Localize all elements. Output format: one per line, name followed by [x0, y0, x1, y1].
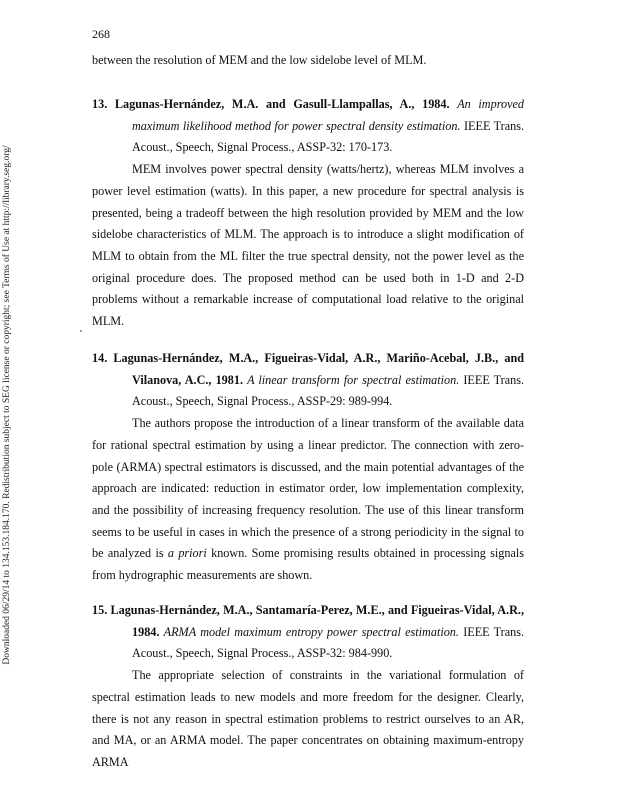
reference-13-title: An improved maximum likelihood method for power spectral density estimation.: [132, 97, 524, 133]
reference-13-journal: IEEE Trans. Acoust., Speech, Signal Process., ASSP-32: 170-173.: [132, 118, 524, 155]
reference-14: [92, 348, 524, 587]
reference-15-citation: [92, 600, 524, 665]
reference-15: [92, 600, 524, 774]
download-notice-text: Downloaded 06/29/14 to 134.153.184.170. Redistribution subject to SEG license or copyright; see Terms of Use at http://library.seg.org/: [2, 145, 12, 665]
reference-13-abstract: MEM involves power spectral density (watts/hertz), whereas MLM involves a power level estimation (watts). In this paper, a new procedure for spectral analysis is presented, being a tradeoff between the high resolution provided by MEM and the low sidelobe characteristics of MLM. The approach is to introduce a slight modification of MLM to obtain from the ML filter the true spectral density, not the power level as the original procedure does. The proposed method can be used both in 1-D and 2-D problems without a remarkable increase of computational load relative to the original MLM.: [92, 162, 524, 329]
reference-14-journal: IEEE Trans. Acoust., Speech, Signal Process., ASSP-29: 989-994.: [132, 372, 525, 409]
reference-15-number: 15.: [92, 603, 108, 617]
reference-14-title: A linear transform for spectral estimation.: [247, 372, 460, 387]
reference-14-abstract-a: The authors propose the introduction of a linear transform of the available data for rational spectral estimation by using a linear predictor. The connection with zero-pole (ARMA) spectral estimators is discussed, and the main potential advantages of the approach are indicated: reduction in estimator order, low implementation complexity, and the possibility of increasing frequency resolution. The use of this linear transform seems to be useful in cases in which the presence of a strong periodicity in the signal to be analyzed is: [92, 416, 524, 561]
reference-14-authors: Lagunas-Hernández, M.A., Figueiras-Vidal, A.R., Mariño-Acebal, J.B., and Vilanova, A.C., 1981.: [113, 351, 525, 387]
reference-14-abstract-b: known. Some promising results obtained in processing signals from hydrographic measurements are shown.: [92, 546, 525, 583]
reference-14-number: 14.: [92, 351, 108, 365]
reference-13-authors: Lagunas-Hernández, M.A. and Gasull-Llampallas, A., 1984.: [114, 97, 450, 111]
reference-13-number: 13.: [92, 97, 108, 111]
download-notice: [0, 120, 17, 690]
reference-15-authors: Lagunas-Hernández, M.A., Santamaría-Perez, M.E., and Figueiras-Vidal, A.R., 1984.: [110, 603, 525, 639]
reference-14-abstract-italic: a priori: [167, 546, 207, 561]
intro-line: between the resolution of MEM and the low sidelobe level of MLM.: [92, 53, 427, 67]
reference-15-journal: IEEE Trans. Acoust., Speech, Signal Process., ASSP-32: 984-990.: [132, 624, 524, 661]
reference-15-abstract: The appropriate selection of constraints in the variational formulation of spectral estimation leads to new models and more freedom for the designer. Clearly, there is not any reason in spectral estimation problems to restrict ourselves to an AR, and MA, or an ARMA model. The paper concentrates on obtaining maximum-entropy ARMA: [92, 668, 524, 769]
reference-13-citation: [92, 94, 524, 159]
reference-14-abstract: [92, 413, 524, 587]
intro-paragraph: [92, 50, 524, 72]
page-number: 268: [92, 27, 110, 41]
reference-15-title: ARMA model maximum entropy power spectral estimation.: [163, 624, 459, 639]
reference-14-citation: [92, 348, 524, 413]
scan-speck: [80, 330, 82, 332]
reference-13: [92, 94, 524, 333]
